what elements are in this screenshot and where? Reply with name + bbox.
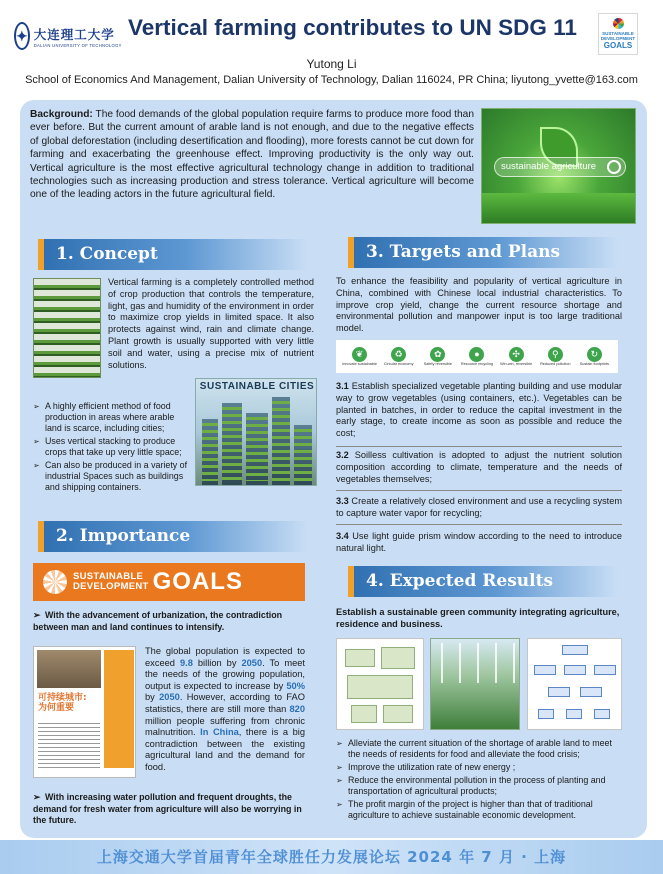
sustainable-cities-image	[195, 378, 317, 486]
vertical-farm-photo	[33, 278, 101, 378]
cycle-icon: ↻	[587, 347, 602, 362]
target-text: Create a relatively closed environment and use a recycling system to capture water vapor for recycling;	[336, 496, 622, 518]
targets-intro: To enhance the feasibility and popularity of vertical agriculture in China, combined with Chinese local industrial characteristics. To improve crop yield, change the current resource shortage and environmental pollution and manpower input is too large traditional model.	[336, 276, 622, 334]
target-item-3-3	[336, 496, 622, 520]
importance-text: . However, according to FAO statistics, there are still more than	[145, 692, 305, 714]
arrow-bullet-icon: ➢	[336, 739, 343, 748]
magazine-sidebar	[104, 650, 134, 768]
arrow-bullet-icon: ➢	[33, 402, 40, 411]
sustainable-agriculture-image	[481, 108, 636, 224]
sustainable-cities-magazine-image	[33, 646, 136, 778]
importance-text: The global population is expected to exceed	[145, 646, 305, 668]
poster-footer	[0, 840, 663, 874]
list-item-text: Improve the utilization rate of new energy ;	[348, 761, 516, 772]
goal-icon-caption: Sustain footprints	[579, 361, 610, 366]
goal-icon-caption: Safety reversible	[423, 361, 452, 366]
goal-icon-cell	[459, 347, 495, 367]
target-number: 3.1	[336, 381, 349, 391]
goal-icon-cell	[381, 347, 417, 367]
concept-bullet-list	[33, 401, 191, 495]
poster-header	[0, 0, 663, 96]
concept-paragraph: Vertical farming is a completely controlled method of crop production that controls the temperature, light, gas and humidity of the environment in order to maximize crop yields in limited space. It also protects against wind, rain and climate change. Plant growth is usually supported with very little soil and water, using a precise mix of nutrient solutions.	[108, 277, 314, 370]
concept-heading: 1. Concept	[38, 239, 308, 270]
list-item	[336, 775, 626, 797]
arrow-bullet-icon: ➢	[33, 461, 40, 470]
goal-icon-caption: Resource recycling	[460, 361, 494, 366]
importance-paragraph	[145, 646, 305, 774]
target-text: Use light guide prism window according to the need to introduce natural light.	[336, 531, 622, 553]
target-number: 3.3	[336, 496, 349, 506]
sdg-banner	[33, 563, 305, 601]
goal-icon-caption: Innovate sustainable	[342, 361, 377, 366]
importance-text: . To meet the needs of the growing population, output is expected to increase by	[145, 657, 306, 691]
sdg-logo-goals: GOALS	[603, 41, 633, 50]
highlight-value: 820	[289, 703, 305, 714]
sustainable-cities-title: SUSTAINABLE CITIES	[199, 381, 315, 392]
results-heading: 4. Expected Results	[348, 566, 618, 597]
goal-icons-strip	[336, 340, 618, 373]
background-text: The food demands of the global population require farms to produce more food than ever before. But the current amount of arable land is not enough, and due to the negative effects of global deforestation (including desertification and flooding), more forests cannot be cut down for farming and exacerbating the greenhouse effect. Improving productivity is the only way out. Vertical agriculture is the most effective agricultural technology change in addition to traditional technologies such as increasing production and stress tolerance. Vertical agriculture will become one of the leading actors in the future agricultural field.	[30, 109, 474, 201]
diagram-node	[580, 687, 602, 697]
sdg-wheel-icon	[43, 570, 67, 594]
target-number: 3.2	[336, 450, 349, 460]
university-name-block	[34, 25, 122, 48]
search-icon	[607, 160, 621, 174]
greenhouse-rib	[513, 643, 515, 683]
list-item	[33, 436, 191, 458]
community-plan-image	[336, 638, 424, 730]
target-number: 3.4	[336, 531, 349, 541]
results-bullet-list	[336, 738, 626, 822]
background-label: Background:	[30, 109, 93, 120]
list-item	[33, 401, 191, 434]
arrow-bullet-icon: ➢	[33, 610, 41, 620]
importance-point-2	[33, 792, 305, 827]
sdg-banner-line-2: DEVELOPMENT	[73, 581, 149, 592]
diagram-node	[562, 645, 588, 655]
university-seal-icon: ✦	[14, 22, 30, 50]
diagram-node	[538, 709, 554, 719]
magazine-text-lines	[38, 723, 100, 771]
sustainable-agriculture-label: sustainable agriculture	[501, 161, 597, 172]
magazine-title-cn-line-1: 可持续城市:	[38, 693, 87, 703]
highlight-value: 50%	[286, 680, 305, 691]
plan-block	[383, 705, 413, 723]
target-text: Establish specialized vegetable planting building and use modular way to grow vegetables (using containers, etc.). Vegetables can be planted in batches, in order to reduce the capital investment in the early stage, to create income as soon as possible and reduce the cost;	[336, 381, 622, 439]
list-item-text: Can also be produced in a variety of industrial Spaces such as buildings and shipping containers.	[45, 460, 188, 492]
diagram-node	[564, 665, 586, 675]
goal-icon-cell	[537, 347, 573, 367]
highlight-value: 2050	[159, 692, 180, 703]
importance-text: by	[145, 692, 160, 703]
footer-text: 上海交通大学首届青年全球胜任力发展论坛 2024 年 7 月 · 上海	[96, 848, 567, 866]
importance-heading: 2. Importance	[38, 521, 308, 552]
diagram-node	[594, 665, 616, 675]
tower-shape	[222, 403, 242, 485]
goal-icon-caption: Circular economy	[383, 361, 414, 366]
list-item-text: A highly efficient method of food production in areas where arable land is scarce, including cities;	[45, 401, 175, 433]
target-text: Soilless cultivation is adopted to adjust the nutrient solution composition according to climate, temperature and the needs of vegetables themselves;	[336, 450, 622, 484]
tower-shape	[202, 419, 218, 485]
plan-block	[345, 649, 375, 667]
goal-icon-caption: Win-win, reversible	[500, 361, 533, 366]
importance-text: million people suffering from chronic malnutrition.	[145, 715, 305, 738]
goal-icon-cell	[498, 347, 534, 367]
list-item-text: Reduce the environmental pollution in the process of planting and transportation of agricultural products;	[348, 774, 606, 796]
poster-title: Vertical farming contributes to UN SDG 11	[128, 15, 577, 40]
magazine-title-cn-line-2: 为何重要	[38, 703, 75, 713]
goal-icon-caption: Reduced pollution	[540, 361, 571, 366]
sdg-wheel-icon	[613, 18, 624, 29]
highlight-value: 2050	[241, 657, 263, 668]
author-affiliation: School of Economics And Management, Dalian University of Technology, Dalian 116024, PR China; liyutong_yvette@163.com	[25, 74, 638, 86]
diagram-node	[548, 687, 570, 697]
greenhouse-rib	[495, 643, 497, 683]
arrow-bullet-icon: ➢	[336, 762, 343, 772]
list-item	[336, 762, 626, 773]
diagram-node	[566, 709, 582, 719]
sdg-banner-line-1: SUSTAINABLE	[73, 571, 144, 582]
recycle-icon: ♻	[391, 347, 406, 362]
target-item-3-4	[336, 531, 622, 555]
divider	[336, 524, 622, 525]
greenhouse-rib	[441, 643, 443, 683]
arrow-bullet-icon: ➢	[336, 775, 343, 785]
list-item-text: Uses vertical stacking to produce crops that take up very little space;	[45, 436, 182, 457]
bicycle-icon: ⚲	[548, 347, 563, 362]
sdg-logo-line-1: SUSTAINABLE	[602, 31, 634, 36]
divider	[336, 446, 622, 447]
highlight-value: 9.8	[179, 657, 193, 668]
importance-point-1	[33, 610, 305, 633]
target-item-3-2	[336, 450, 622, 485]
list-item	[33, 460, 191, 493]
importance-point-2-text: With increasing water pollution and frequent droughts, the demand for fresh water from agriculture will also be worrying in the future.	[33, 792, 302, 825]
highlight-value: In China	[200, 727, 239, 738]
list-item-text: The profit margin of the project is higher than that of traditional agriculture to achieve sustainable economic development.	[348, 798, 593, 820]
university-logo	[14, 20, 122, 52]
sdg-logo-line-2: DEVELOPMENT	[600, 36, 636, 41]
plan-block	[351, 705, 377, 723]
sdg-logo	[598, 13, 638, 55]
sdg-banner-goals: GOALS	[152, 568, 243, 595]
goal-icon-cell	[576, 347, 612, 367]
plan-block	[347, 675, 413, 699]
importance-text: , there is a big contradiction between the existing agricultural land and the demand for food.	[145, 727, 305, 772]
greenhouse-rib	[459, 643, 461, 683]
tower-shape	[294, 425, 312, 485]
list-item-text: Alleviate the current situation of the shortage of arable land to meet the needs of residents for food and alleviate the food crisis;	[348, 738, 612, 760]
magazine-photo	[37, 650, 101, 688]
target-item-3-1	[336, 381, 622, 440]
arrow-bullet-icon: ➢	[33, 792, 41, 802]
importance-point-1-text: With the advancement of urbanization, the contradiction between man and land continues to intensify.	[33, 610, 283, 632]
targets-heading: 3. Targets and Plans	[348, 237, 618, 268]
greenhouse-photo	[430, 638, 520, 730]
network-icon: ✣	[509, 347, 524, 362]
grass-decoration	[482, 193, 636, 223]
list-item	[336, 738, 626, 760]
sprout-icon: ✿	[430, 347, 445, 362]
university-name-cn: 大连理工大学	[33, 26, 115, 42]
diagram-node	[534, 665, 556, 675]
university-name-en: DALIAN UNIVERSITY OF TECHNOLOGY	[33, 42, 122, 48]
magazine-title-cn	[38, 693, 87, 713]
author-name: Yutong Li	[306, 57, 357, 71]
system-flow-diagram	[527, 638, 622, 730]
tower-shape	[246, 413, 268, 485]
results-intro: Establish a sustainable green community integrating agriculture, residence and business.	[336, 607, 620, 629]
divider	[336, 490, 622, 491]
plan-block	[381, 647, 415, 669]
diagram-node	[594, 709, 610, 719]
tower-shape	[272, 397, 290, 485]
leaf-icon: ❦	[352, 347, 367, 362]
goal-icon-cell	[342, 347, 378, 367]
water-icon: ●	[469, 347, 484, 362]
background-paragraph	[30, 108, 474, 230]
importance-text: billion by	[192, 657, 242, 668]
arrow-bullet-icon: ➢	[336, 799, 343, 809]
goal-icon-cell	[420, 347, 456, 367]
greenhouse-rib	[477, 643, 479, 683]
sustainable-agriculture-searchbar	[494, 157, 626, 177]
arrow-bullet-icon: ➢	[33, 437, 40, 446]
list-item	[336, 799, 626, 821]
sdg-banner-small-text	[73, 572, 153, 592]
